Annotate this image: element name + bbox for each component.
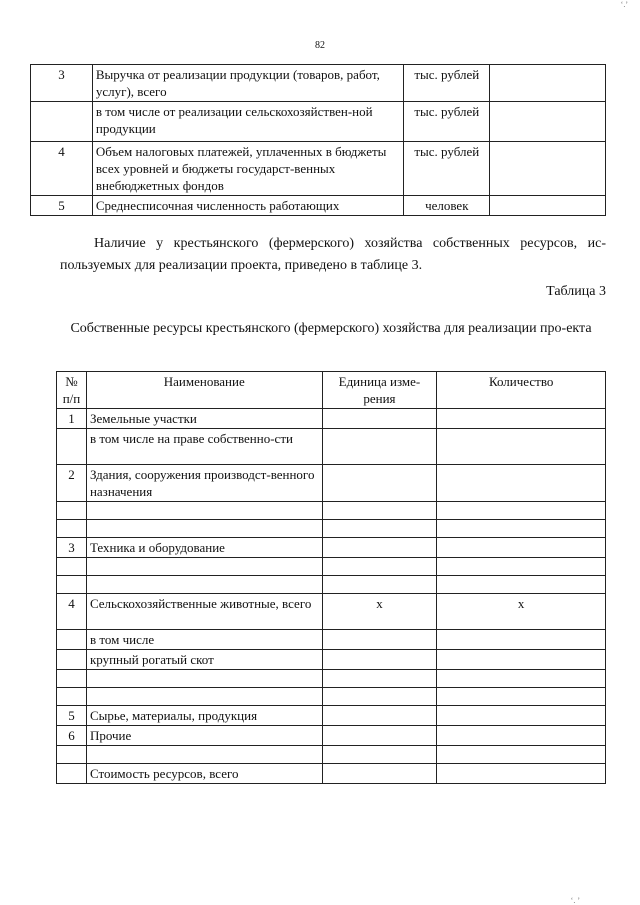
row-num xyxy=(57,764,87,784)
table-row xyxy=(57,670,606,688)
corner-mark-top: ‘.’ xyxy=(620,0,628,9)
row-num xyxy=(57,670,87,688)
row-unit: х xyxy=(322,594,437,630)
table-row xyxy=(31,102,606,142)
row-qty xyxy=(437,650,606,670)
header-num: № п/п xyxy=(57,372,87,409)
row-unit xyxy=(322,650,437,670)
table-header-row xyxy=(57,372,606,409)
table-row xyxy=(57,650,606,670)
row-name: Здания, сооружения производст-венного назначения xyxy=(86,465,322,502)
table-row xyxy=(57,558,606,576)
row-name: Среднесписочная численность работающих xyxy=(92,196,403,216)
row-name: Сельскохозяйственные животные, всего xyxy=(86,594,322,630)
row-value xyxy=(490,102,606,142)
row-num xyxy=(57,576,87,594)
row-num: 6 xyxy=(57,726,87,746)
row-unit xyxy=(322,726,437,746)
table-title: Собственные ресурсы крестьянского (фермерского) хозяйства для реализации про-екта xyxy=(70,321,592,336)
row-unit xyxy=(322,520,437,538)
row-name xyxy=(86,670,322,688)
row-unit xyxy=(322,502,437,520)
row-unit xyxy=(322,764,437,784)
row-qty xyxy=(437,520,606,538)
table-row xyxy=(57,594,606,630)
row-name xyxy=(86,502,322,520)
table-row xyxy=(31,142,606,196)
row-num: 2 xyxy=(57,465,87,502)
row-num: 5 xyxy=(57,706,87,726)
row-num xyxy=(57,650,87,670)
row-num xyxy=(57,429,87,465)
row-qty xyxy=(437,630,606,650)
row-name: Стоимость ресурсов, всего xyxy=(86,764,322,784)
row-qty xyxy=(437,726,606,746)
row-num: 4 xyxy=(57,594,87,630)
row-num xyxy=(57,558,87,576)
row-unit xyxy=(322,409,437,429)
row-qty xyxy=(437,429,606,465)
row-num xyxy=(57,520,87,538)
row-unit xyxy=(322,465,437,502)
table-row xyxy=(57,764,606,784)
page-number: 82 xyxy=(315,40,325,51)
table-row xyxy=(57,706,606,726)
table-row xyxy=(57,502,606,520)
row-name: в том числе на праве собственно-сти xyxy=(86,429,322,465)
row-num xyxy=(31,102,93,142)
row-num: 4 xyxy=(31,142,93,196)
row-qty xyxy=(437,502,606,520)
row-unit xyxy=(322,558,437,576)
row-unit: тыс. рублей xyxy=(404,65,490,102)
header-unit: Единица изме-рения xyxy=(322,372,437,409)
row-num xyxy=(57,630,87,650)
corner-mark-bottom: ‘. ’ xyxy=(570,896,580,905)
row-unit: тыс. рублей xyxy=(404,142,490,196)
row-qty xyxy=(437,409,606,429)
row-name xyxy=(86,520,322,538)
row-unit xyxy=(322,706,437,726)
row-unit xyxy=(322,630,437,650)
row-value xyxy=(490,65,606,102)
row-num xyxy=(57,746,87,764)
row-name xyxy=(86,558,322,576)
row-name: крупный рогатый скот xyxy=(86,650,322,670)
row-num: 3 xyxy=(57,538,87,558)
row-unit xyxy=(322,538,437,558)
row-name: в том числе от реализации сельскохозяйствен-ной продукции xyxy=(92,102,403,142)
header-qty: Количество xyxy=(437,372,606,409)
table-row xyxy=(57,465,606,502)
table-row xyxy=(57,409,606,429)
row-qty xyxy=(437,558,606,576)
row-qty xyxy=(437,764,606,784)
table-row xyxy=(31,65,606,102)
row-qty xyxy=(437,538,606,558)
table-row xyxy=(57,746,606,764)
table-label: Таблица 3 xyxy=(546,284,606,299)
table-row xyxy=(57,576,606,594)
row-unit xyxy=(322,746,437,764)
row-qty xyxy=(437,576,606,594)
row-name xyxy=(86,688,322,706)
table-row xyxy=(57,688,606,706)
row-name: в том числе xyxy=(86,630,322,650)
row-unit xyxy=(322,670,437,688)
header-name: Наименование xyxy=(86,372,322,409)
row-name: Объем налоговых платежей, уплаченных в бюджеты всех уровней и бюджеты государст-венных внебюджетных фондов xyxy=(92,142,403,196)
row-unit xyxy=(322,576,437,594)
row-num: 1 xyxy=(57,409,87,429)
row-name: Прочие xyxy=(86,726,322,746)
row-qty xyxy=(437,670,606,688)
row-value xyxy=(490,142,606,196)
row-qty xyxy=(437,688,606,706)
row-value xyxy=(490,196,606,216)
row-name xyxy=(86,746,322,764)
table-row xyxy=(31,196,606,216)
row-name: Земельные участки xyxy=(86,409,322,429)
row-num xyxy=(57,502,87,520)
row-unit xyxy=(322,688,437,706)
row-num xyxy=(57,688,87,706)
row-name: Сырье, материалы, продукция xyxy=(86,706,322,726)
table-row xyxy=(57,429,606,465)
row-unit: человек xyxy=(404,196,490,216)
table-previous-continued xyxy=(30,64,606,216)
row-num: 5 xyxy=(31,196,93,216)
table-row xyxy=(57,520,606,538)
row-num: 3 xyxy=(31,65,93,102)
row-name xyxy=(86,576,322,594)
row-unit xyxy=(322,429,437,465)
row-name: Выручка от реализации продукции (товаров, работ, услуг), всего xyxy=(92,65,403,102)
row-qty xyxy=(437,465,606,502)
table-row xyxy=(57,726,606,746)
table-row xyxy=(57,630,606,650)
row-unit: тыс. рублей xyxy=(404,102,490,142)
table-3 xyxy=(56,371,606,784)
row-qty: х xyxy=(437,594,606,630)
table-row xyxy=(57,538,606,558)
row-qty xyxy=(437,746,606,764)
row-name: Техника и оборудование xyxy=(86,538,322,558)
row-qty xyxy=(437,706,606,726)
intro-paragraph: Наличие у крестьянского (фермерского) хозяйства собственных ресурсов, ис-пользуемых для реализации проекта, приведено в таблице 3. xyxy=(60,236,606,273)
